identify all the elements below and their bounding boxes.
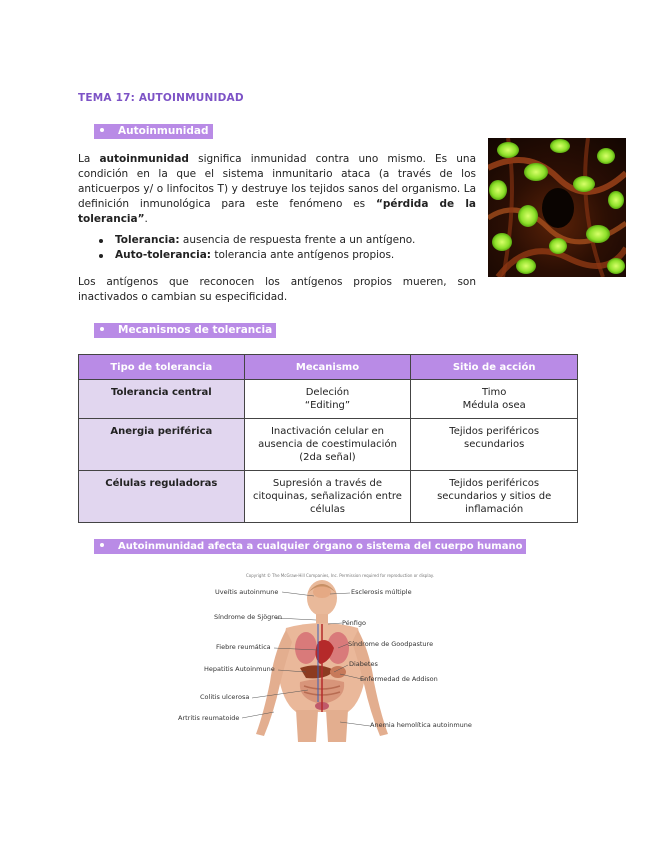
- section-heading-organos: [94, 539, 526, 554]
- intro-paragraph: La autoinmunidad significa inmunidad contra uno mismo. Es una condición en la que el sistema inmunitario ataca (a través de los anticuerpos y/ o linfocitos T) y destruye los tejidos sanos del organismo. La definición inmunológica para este fenómeno es “pérdida de la tolerancia”.: [78, 153, 477, 225]
- microscopy-image: [488, 138, 626, 277]
- row-header: Tolerancia central: [79, 380, 245, 419]
- table-cell: Timo Médula osea: [411, 380, 578, 419]
- figure-label: Pénfigo: [342, 619, 367, 627]
- section-heading-text: Autoinmunidad: [118, 125, 209, 137]
- bullet-dot-icon: [100, 327, 104, 331]
- list-item: Auto-tolerancia: tolerancia ante antígenos propios.: [97, 248, 415, 263]
- figure-label: Diabetes: [349, 660, 378, 668]
- tolerance-table: [78, 354, 578, 523]
- figure-label: Fiebre reumática: [216, 643, 271, 651]
- bullet-dot-icon: [100, 543, 104, 547]
- table-row: [79, 419, 578, 471]
- bullet-dot-icon: [100, 128, 104, 132]
- figure-label: Síndrome de Goodpasture: [348, 640, 434, 648]
- figure-copyright: Copyright © The McGraw-Hill Companies, Inc. Permission required for reproduction or display.: [246, 573, 434, 578]
- body-diagram-figure: [178, 572, 478, 742]
- antigen-paragraph: Los antígenos que reconocen los antígenos propios mueren, son inactivados o cambian su especificidad.: [78, 276, 476, 303]
- figure-label: Enfermedad de Addison: [360, 675, 438, 683]
- figure-label: Anemia hemolítica autoinmune: [370, 721, 472, 729]
- table-row: [79, 380, 578, 419]
- figure-label: Hepatitis Autoinmune: [204, 665, 275, 673]
- section-heading-text: Autoinmunidad afecta a cualquier órgano o sistema del cuerpo humano: [118, 541, 523, 552]
- table-header-row: [79, 355, 578, 380]
- figure-label: Artritis reumatoide: [178, 714, 240, 722]
- column-header: Mecanismo: [244, 355, 411, 380]
- section-heading-autoinmunidad: [94, 124, 213, 139]
- row-header: Anergia periférica: [79, 419, 245, 471]
- table-cell: Tejidos periféricos secundarios y sitios de inflamación: [411, 471, 578, 523]
- table-row: [79, 471, 578, 523]
- column-header: Tipo de tolerancia: [79, 355, 245, 380]
- table-cell: Inactivación celular en ausencia de coestimulación (2da señal): [244, 419, 411, 471]
- table-cell: Supresión a través de citoquinas, señalización entre células: [244, 471, 411, 523]
- column-header: Sitio de acción: [411, 355, 578, 380]
- row-header: Células reguladoras: [79, 471, 245, 523]
- page-title: TEMA 17: AUTOINMUNIDAD: [78, 92, 244, 104]
- table-cell: Tejidos periféricos secundarios: [411, 419, 578, 471]
- definition-list: [97, 233, 415, 263]
- list-item: Tolerancia: ausencia de respuesta frente a un antígeno.: [97, 233, 415, 248]
- figure-label: Esclerosis múltiple: [351, 588, 412, 596]
- section-heading-text: Mecanismos de tolerancia: [118, 324, 273, 336]
- figure-label: Síndrome de Sjögren: [214, 613, 282, 621]
- table-cell: Deleción “Editing”: [244, 380, 411, 419]
- section-heading-mecanismos: [94, 323, 276, 338]
- figure-label: Uveítis autoinmune: [215, 588, 279, 596]
- figure-label: Colitis ulcerosa: [200, 693, 250, 701]
- fluorescent-cells-picture: [488, 138, 626, 277]
